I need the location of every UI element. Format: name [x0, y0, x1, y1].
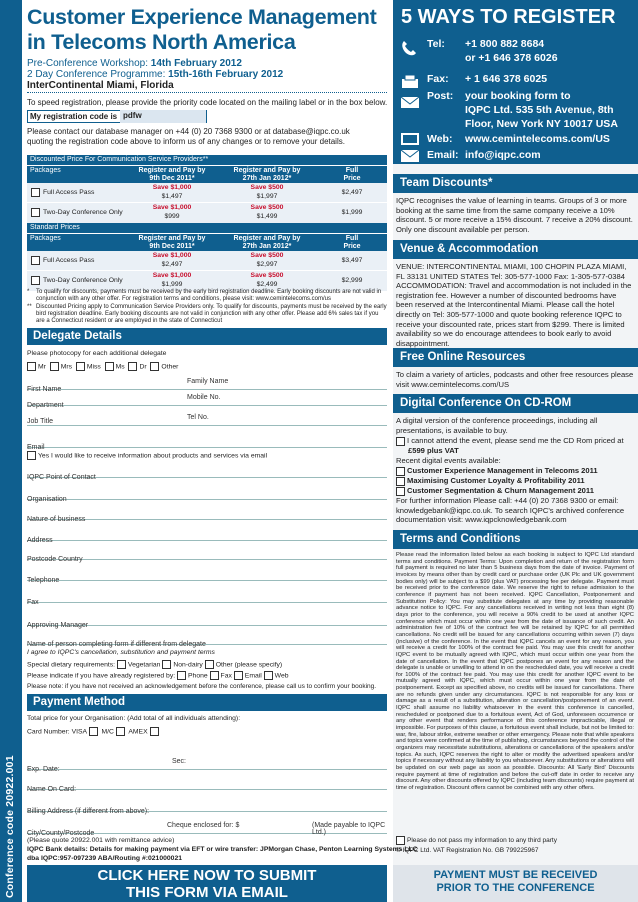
price-2: $1,499 — [256, 213, 278, 220]
price-full: $2,497 — [341, 189, 363, 196]
post-label: Post: — [427, 90, 454, 102]
checkbox-cd-3[interactable] — [396, 487, 405, 496]
digital-text: A digital version of the conference proceedings, including all presentations, is available to buy. — [396, 416, 598, 435]
reg-code-field[interactable]: pdfw — [120, 110, 206, 123]
venue-heading: Venue & Accommodation — [393, 240, 638, 259]
fax-label: Fax: — [427, 73, 449, 85]
tel-number-2: or +1 646 378 6026 — [465, 52, 558, 64]
save-1: Save $1,000 — [152, 272, 192, 279]
bank-details-1: IQPC Bank details: Details for making payment via EFT or wire transfer: JPMorgan Chase, Penton Learning Systems LLC — [27, 846, 418, 853]
discounted-price-title: Discounted Price For Communication Service Providers** — [27, 155, 387, 165]
card-type-options: Card Number: VISA M/C AMEX — [27, 727, 161, 737]
payment-deadline-line-1: PAYMENT MUST BE RECEIVED — [433, 869, 598, 881]
checkbox-mc[interactable] — [116, 727, 125, 736]
payable-label: (Made payable to IQPC Ltd.) — [312, 822, 386, 836]
free-resources-heading: Free Online Resources — [393, 348, 638, 367]
col-early-1-date: 9th Dec 2011* — [149, 243, 195, 250]
team-discounts-text: IQPC recognises the value of learning in teams. Groups of 3 or more booking at the same time from the same company receive a 10% discount. 5 or more receive a 15% discount. 7 receive a 20% discount. Only one discount available per person. — [396, 196, 633, 234]
conference-code: Conference code 20922.001 — [4, 755, 16, 898]
team-discounts-heading: Team Discounts* — [393, 174, 638, 193]
exp-date-field[interactable]: Exp. Date: Sec: — [27, 758, 387, 770]
col-early-2-date: 27th Jan 2012* — [242, 243, 292, 250]
payment-method-heading: Payment Method — [27, 694, 387, 711]
tel-number-1: +1 800 882 8684 — [465, 38, 545, 50]
save-2: Save $500 — [250, 204, 284, 211]
cd-item: Maximising Customer Loyalty & Profitability 2011 — [396, 476, 634, 486]
save-1: Save $1,000 — [152, 204, 192, 211]
free-resources-text: To claim a variety of articles, podcasts and other free resources please visit www.cemintelecoms.com/US — [396, 370, 634, 389]
pre-conference-line: Pre-Conference Workshop: 14th February 2012 — [27, 58, 242, 69]
email-label: Email: — [427, 149, 459, 161]
venue-text: VENUE: INTERCONTINENTAL MIAMI, 100 CHOPIN PLAZA MIAMI, FL 33131 UNITED STATES Tel: 305-577-1000 Fax: 1-305-577-0384 ACCOMMODATION: Travel and accommodation is not included in the registration fee. However a number of discounted bedrooms have been reserved at the Intercontinental Miami. Please call the hotel directly on Tel: 305-577-1000 and quote booking reference IQPC to receive your discounted rate, prices start from $299. There is limited availability so we do encourage attendees to book early to avoid disappointment. — [396, 262, 632, 348]
cheque-label: Cheque enclosed for: $ — [167, 822, 240, 829]
tel-label: Tel No. — [187, 414, 209, 421]
registration-code-box — [27, 110, 207, 123]
vat-note: © IQPC Ltd. VAT Registration No. GB 799225967 — [396, 847, 539, 854]
address-field[interactable]: Address — [27, 529, 387, 541]
mobile-label: Mobile No. — [187, 394, 221, 401]
terms-text: Please read the information listed below as each booking is subject to IQPC Ltd standard terms and conditions. Payment Terms: Upon completion and return of the registration form full payment is required no later than 5 business days from the date of invoice. Payment of invoices by means other than by credit card or purchase order (UK Plc and UK government bodies only) will be subject to a $99 (plus VAT) processing fee per delegate. Payment must be received prior to the conference date. We reserve the right to refuse admission to the conference if payment has not been received. IQPC Cancellation, Postponement and Substitution Policy: You may substitute delegates at any time by providing reasonable advance notice to IQPC. For any cancellations received in writing not less than eight (8) days prior to the conference, you will receive a 90% credit to be used at another IQPC conference which must occur within one year from the date of issuance of such credit. An administration fee of 10% of the contract fee will be retained by IQPC for all permitted cancellations. No credit will be issued for any cancellations occurring within seven (7) days (inclusive) of the conference. In the event that IQPC cancels an event for any reason, you will receive a credit for 100% of the contract fee paid. You may use this credit for another IQPC event to be mutually agreed with IQPC, which must occur within one year from the date of cancellation. In the event that IQPC postpones an event for any reason and the delegate is unable or unwilling to attend in on the rescheduled date, you will receive a credit for 100% of the contract fee paid. You may use this credit for another IQPC event to be mutually agreed with IQPC, which must occur within one year from the date of postponement. Except as specified above, no credits will be issued for cancellations. There are no refunds given under any circumstances. IQPC is not responsible for any loss or damage as a result of a substitution, alteration or cancellation/postponement of an event. IQPC shall assume no liability whatsoever in the event this conference is cancelled, rescheduled or postponed due to a fortuitous event, Act of God, unforeseen occurrence or any other event that renders performance of this conference impracticable, illegal or impossible. For purposes of this clause, a fortuitous event shall include, but not be limited to: war, fire, labour strike, extreme weather or other emergency. Please note that while speakers and topics were confirmed at the time of publishing, circumstances beyond the control of the organizers may necessitate substitutions, alterations or cancellations of the speakers and/or topics. As such, IQPC reserves the right to alter or modify the advertised speakers and/or topics if necessary without any liability to you whatsoever. Any substitutions or alterations will be updated on our web page as soon as possible. Discounts: All 'Early Bird' Discounts require payment at time of registration and before the cut-off date in order to receive any discount. Any other discounts offered by IQPC (including team discounts) require payment at time of registration. Discount offers cannot be combined with any other offers. — [396, 552, 635, 791]
price-1: $1,497 — [161, 193, 183, 200]
acknowledgement-note: Please note: if you have not received an acknowledgement before the conference, please call us to confirm your booking. — [27, 683, 377, 690]
first-name-field[interactable]: First Name Family Name — [27, 378, 387, 390]
price-row — [27, 251, 387, 271]
checkbox-email[interactable] — [234, 671, 243, 680]
price-2: $2,499 — [256, 281, 278, 288]
fax-field[interactable]: Fax — [27, 591, 387, 603]
checkbox[interactable] — [31, 188, 40, 197]
email-opt-in: Yes I would like to receive information about products and services via email — [27, 451, 267, 461]
col-early-1: Register and Pay by — [138, 235, 206, 242]
checkbox-cd-1[interactable] — [396, 467, 405, 476]
cd-item: Customer Segmentation & Churn Management 2011 — [396, 486, 634, 496]
web-link[interactable]: www.cemintelecoms.com/US — [465, 133, 610, 145]
cd-list — [396, 466, 634, 496]
ways-title: 5 WAYS TO REGISTER — [401, 6, 616, 28]
name-on-card-field[interactable]: Name On Card: — [27, 778, 387, 790]
dietary-options: Special dietary requirements: Vegetarian Non-dairy Other (please specify) — [27, 661, 283, 669]
col-full-2: Price — [343, 243, 361, 250]
checkbox-ms[interactable] — [105, 362, 114, 371]
checkbox[interactable] — [31, 208, 40, 217]
price-row — [27, 271, 387, 291]
terms-heading: Terms and Conditions — [393, 530, 638, 549]
delegate-form — [27, 378, 387, 650]
phone-icon — [400, 40, 420, 56]
conference-line: 2 Day Conference Programme: 15th-16th February 2012 — [27, 69, 284, 80]
registered-by-options: Please indicate if you have already registered by: Phone Fax Email Web — [27, 672, 289, 680]
organisation-field[interactable]: Organisation — [27, 488, 387, 500]
post-line-2: IQPC Ltd. 535 5th Avenue, 8th — [465, 104, 614, 116]
checkbox-mr[interactable] — [27, 362, 36, 371]
col-full-2: Price — [343, 175, 361, 182]
email-link[interactable]: info@iqpc.com — [465, 149, 541, 161]
payment-deadline-line-2: PRIOR TO THE CONFERENCE — [436, 882, 595, 894]
checkbox-vegetarian[interactable] — [117, 660, 126, 669]
col-early-2: Register and Pay by — [233, 235, 301, 242]
fax-number: + 1 646 378 6025 — [465, 73, 548, 85]
discounted-price-table — [27, 155, 387, 223]
col-packages: Packages — [30, 235, 61, 242]
save-1: Save $1,000 — [152, 184, 192, 191]
checkbox-mrs[interactable] — [50, 362, 59, 371]
post-icon — [400, 94, 420, 110]
sec-label: Sec: — [172, 758, 187, 765]
email-icon — [400, 148, 420, 164]
price-1: $1,999 — [161, 281, 183, 288]
checkbox-cd-2[interactable] — [396, 477, 405, 486]
web-label: Web: — [427, 133, 453, 145]
name-completing-field[interactable]: Name of person completing form if different from delegate — [27, 633, 387, 645]
col-full: Full — [345, 167, 359, 174]
conference-code-strip — [0, 0, 22, 902]
save-1: Save $1,000 — [152, 252, 192, 259]
checkbox-amex[interactable] — [150, 727, 159, 736]
reg-code-label: My registration code is — [30, 112, 118, 121]
family-name-label: Family Name — [187, 378, 229, 385]
checkbox[interactable] — [31, 256, 40, 265]
package-label: Two-Day Conference Only — [43, 209, 123, 216]
tel-label: Tel: — [427, 38, 445, 50]
photocopy-note: Please photocopy for each additional delegate — [27, 350, 167, 357]
save-2: Save $500 — [250, 184, 284, 191]
web-icon — [400, 132, 420, 148]
checkbox-non-dairy[interactable] — [162, 660, 171, 669]
recent-events-label: Recent digital events available: — [396, 456, 501, 465]
postcode-country-field[interactable]: Postcode Country — [27, 548, 387, 560]
price-full: $1,999 — [341, 209, 363, 216]
price-row — [27, 183, 387, 203]
checkbox-cd-order[interactable] — [396, 437, 405, 446]
third-party-opt-out: Please do not pass my information to any third party — [396, 836, 557, 845]
fax-icon — [400, 74, 420, 90]
price-note-1: * To qualify for discounts, payments must be received by the early bird registration deadline. Early booking discounts are not valid in conjunction with any other offer. For registration terms and conditions, please visit: www.cemintelecoms.com/us — [27, 289, 382, 302]
checkbox-phone[interactable] — [177, 671, 186, 680]
price-row — [27, 203, 387, 223]
save-2: Save $500 — [250, 272, 284, 279]
package-label: Full Access Pass — [43, 189, 95, 196]
submit-email-button[interactable] — [27, 865, 387, 902]
iqpc-contact-field[interactable]: IQPC Point of Contact — [27, 466, 387, 478]
digital-conference-heading: Digital Conference On CD-ROM — [393, 394, 638, 413]
price-1: $2,497 — [161, 261, 183, 268]
quote-code-note: (Please quote 20922.001 with remittance advice) — [27, 837, 175, 844]
further-info: For further information Please call: +44 (0) 20 7368 9300 or email: knowledgebank@iqpc.co.uk. To search IQPC's archived conference documentation visit: www.iqpcknowledgebank.com — [396, 496, 625, 525]
checkbox-miss[interactable] — [76, 362, 85, 371]
price-2: $2,997 — [256, 261, 278, 268]
city-postcode-field[interactable]: City/County/Postcode Cheque enclosed for: $ (Made payable to IQPC Ltd.) — [27, 822, 386, 837]
save-2: Save $500 — [250, 252, 284, 259]
checkbox-email-opt-in[interactable] — [27, 451, 36, 460]
payment-deadline-banner — [393, 865, 638, 902]
venue-line: InterContinental Miami, Florida — [27, 80, 174, 91]
col-packages: Packages — [30, 167, 61, 174]
col-early-2: Register and Pay by — [233, 167, 301, 174]
checkbox-web[interactable] — [264, 671, 273, 680]
standard-price-table — [27, 223, 387, 291]
price-full: $2,999 — [341, 277, 363, 284]
divider — [27, 92, 387, 93]
post-line-3: Floor, New York NY 10017 USA — [465, 118, 618, 130]
delegate-details-heading: Delegate Details — [27, 328, 387, 345]
col-early-2-date: 27th Jan 2012* — [242, 175, 292, 182]
checkbox-third-party[interactable] — [396, 836, 405, 845]
submit-line-1: CLICK HERE NOW TO SUBMIT — [97, 867, 317, 884]
checkbox-other[interactable] — [150, 362, 159, 371]
price-note-2: ** Discounted Pricing apply to Communication Service Providers only. To qualify for discounts, payments must be received by the early bird registration deadline. Early booking discounts are not valid in conjunction with any other offer. Please add 6% sales tax if you are a Connecticut resident or are employed in the state of Connecticut — [27, 304, 387, 324]
checkbox[interactable] — [31, 276, 40, 285]
checkbox-diet-other[interactable] — [205, 660, 214, 669]
email-field[interactable]: Email — [27, 436, 387, 448]
col-early-1: Register and Pay by — [138, 167, 206, 174]
title-line-1: Customer Experience Management — [27, 5, 377, 29]
submit-line-2: THIS FORM VIA EMAIL — [126, 884, 288, 901]
title-line-2: in Telecoms North America — [27, 30, 296, 54]
business-field[interactable]: Nature of business — [27, 508, 387, 520]
standard-price-title: Standard Prices — [27, 223, 387, 233]
checkbox-visa[interactable] — [89, 727, 98, 736]
department-field[interactable]: Department Mobile No. — [27, 394, 387, 406]
cd-order: I cannot attend the event, please send me the CD Rom priced at £599 plus VAT — [396, 436, 634, 455]
title-options: Mr Mrs Miss Ms Dr Other — [27, 362, 178, 372]
bank-details-2: dba IQPC:957-097239 ABA/Routing #:021000021 — [27, 855, 183, 862]
billing-address-field[interactable]: Billing Address (if different from above): — [27, 800, 387, 812]
telephone-field[interactable]: Telephone — [27, 569, 387, 581]
checkbox-dr[interactable] — [128, 362, 137, 371]
price-2: $1,997 — [256, 193, 278, 200]
price-full: $3,497 — [341, 257, 363, 264]
total-price-label: Total price for your Organisation: (Add total of all individuals attending): — [27, 715, 241, 722]
agree-terms: I agree to IQPC's cancellation, substitution and payment terms — [27, 649, 215, 656]
speed-note: To speed registration, please provide the priority code located on the mailing label or in the box below. — [27, 98, 388, 107]
price-1: $999 — [164, 213, 180, 220]
database-note: Please contact our database manager on +44 (0) 20 7368 9300 or at database@iqpc.co.uk quoting the registration code above to inform us of any changes or to remove your details. — [27, 127, 350, 146]
package-label: Two-Day Conference Only — [43, 277, 123, 284]
cd-item: Customer Experience Management in Telecoms 2011 — [396, 466, 634, 476]
approving-manager-field[interactable]: Approving Manager — [27, 614, 387, 626]
col-early-1-date: 9th Dec 2011* — [149, 175, 195, 182]
job-title-field[interactable]: Job Title Tel No. — [27, 414, 387, 426]
post-line-1: your booking form to — [465, 90, 571, 102]
col-full: Full — [345, 235, 359, 242]
package-label: Full Access Pass — [43, 257, 95, 264]
checkbox-fax[interactable] — [210, 671, 219, 680]
